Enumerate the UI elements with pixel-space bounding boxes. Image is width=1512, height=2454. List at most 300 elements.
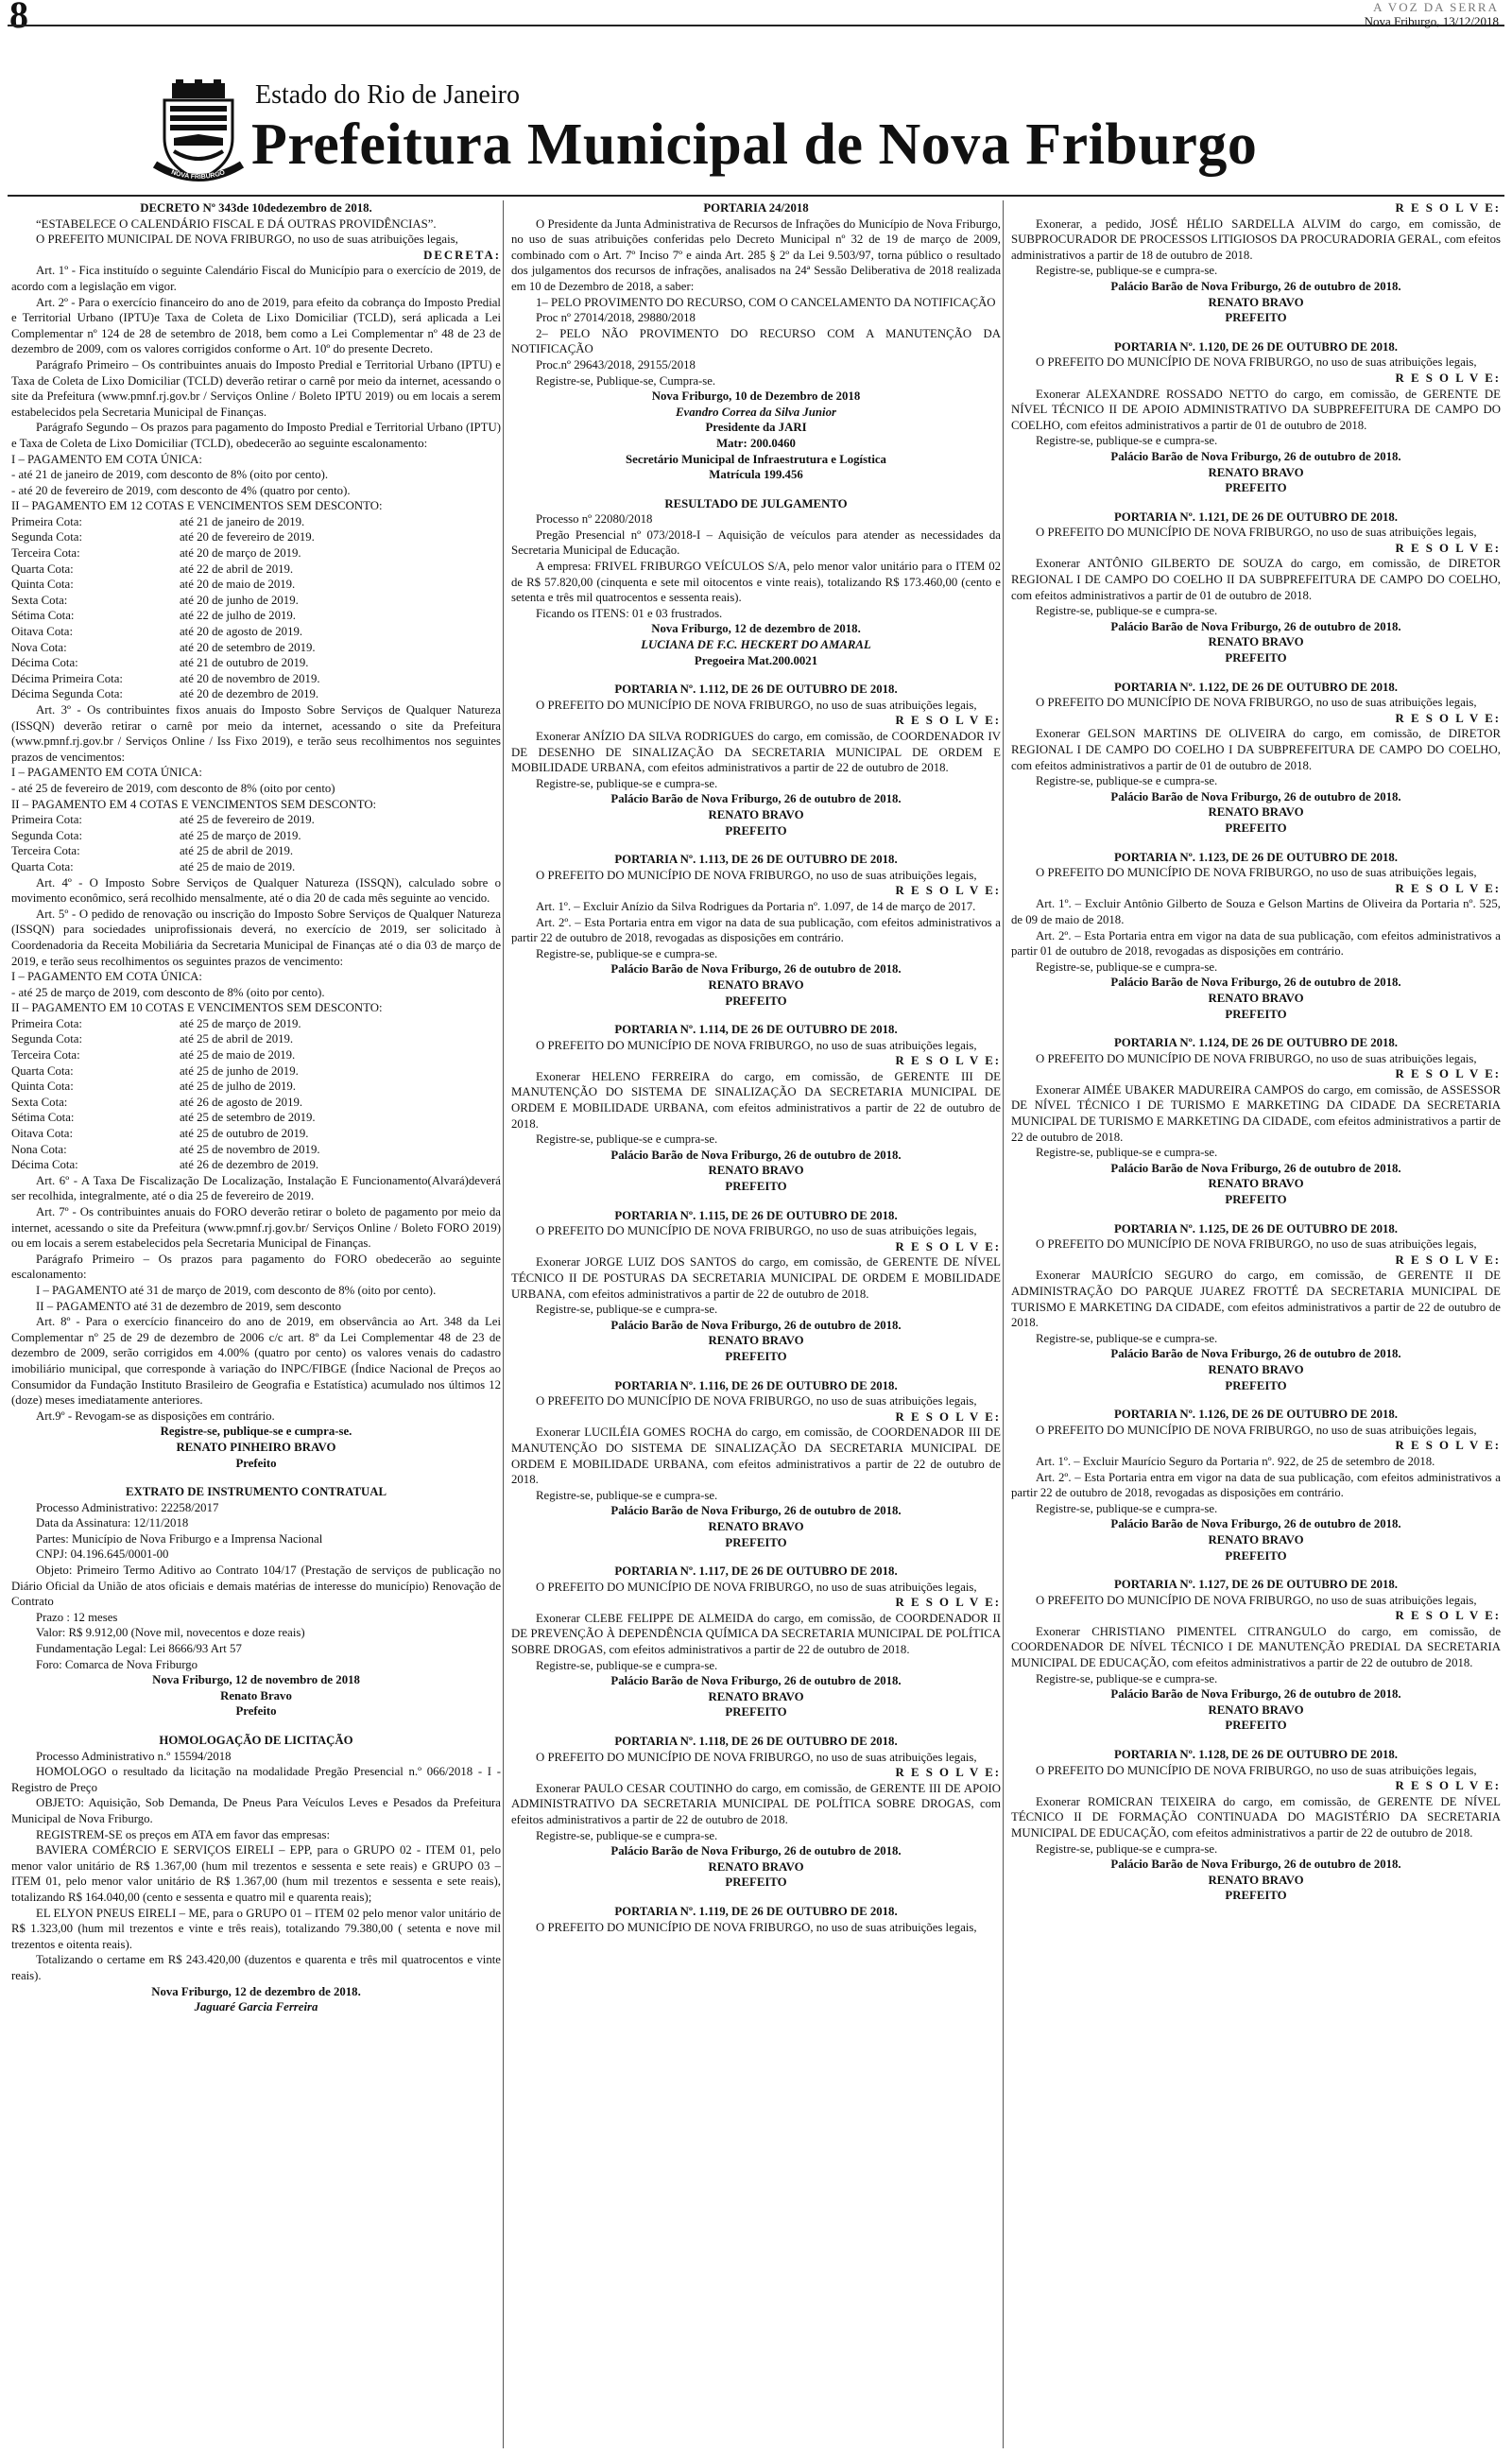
schedule-row (11, 593, 501, 609)
installment-label: Quarta Cota: (11, 859, 74, 873)
centered-heading: Nova Friburgo, 12 de novembro de 2018 (152, 1673, 360, 1687)
resolve-heading: R E S O L V E: (1395, 1779, 1501, 1793)
centered-heading: Registre-se, publique-se e cumpra-se. (160, 1425, 352, 1439)
section-title: PORTARIA Nº. 1.119, DE 26 DE OUTUBRO DE 2018. (614, 1904, 898, 1918)
schedule-row (11, 671, 501, 687)
installment-label: Décima Segunda Cota: (11, 687, 123, 701)
paragraph: O PREFEITO DO MUNICÍPIO DE NOVA FRIBURGO, no uso de suas atribuições legais, (536, 698, 977, 712)
paragraph: O PREFEITO DO MUNICÍPIO DE NOVA FRIBURGO, no uso de suas atribuições legais, (1036, 526, 1477, 540)
centered-heading: Palácio Barão de Nova Friburgo, 26 de outubro de 2018. (1110, 449, 1401, 463)
schedule-row (11, 843, 501, 859)
installment-date: até 21 de janeiro de 2019. (180, 514, 305, 528)
state-name: Estado do Rio de Janeiro (255, 80, 520, 110)
centered-heading: Palácio Barão de Nova Friburgo, 26 de outubro de 2018. (610, 792, 902, 806)
paragraph: O PREFEITO DO MUNICÍPIO DE NOVA FRIBURGO, no uso de suas atribuições legais, (1036, 1423, 1477, 1437)
installment-date: até 22 de julho de 2019. (180, 609, 296, 623)
section-title: PORTARIA Nº. 1.121, DE 26 DE OUTUBRO DE 2018. (1113, 510, 1399, 524)
column-2 (511, 200, 1001, 2448)
paragraph: Registre-se, publique-se e cumpra-se. (536, 1303, 718, 1317)
section-title: PORTARIA Nº. 1.128, DE 26 DE OUTUBRO DE 2018. (1113, 1748, 1399, 1762)
installment-date: até 20 de novembro de 2019. (180, 671, 320, 685)
centered-heading: Palácio Barão de Nova Friburgo, 26 de outubro de 2018. (1110, 1161, 1401, 1175)
paragraph: Art.9º - Revogam-se as disposições em contrário. (36, 1408, 275, 1423)
paragraph: Parágrafo Primeiro – Os prazos para pagamento do FORO obedecerão ao seguinte escalonamento: (11, 1252, 501, 1282)
centered-heading: RENATO BRAVO (708, 1689, 804, 1703)
centered-heading: Palácio Barão de Nova Friburgo, 26 de outubro de 2018. (1110, 976, 1401, 990)
paragraph: Exonerar ROMICRAN TEIXEIRA do cargo, em comissão, de GERENTE DE NÍVEL TÉCNICO II DE FORMAÇÃO CONTINUADA DO MAGISTÉRIO DA SECRETARIA MUNICIPAL DE EDUCAÇÃO, com efeitos administrativos a partir de 22 de outubro de 2018. (1011, 1794, 1501, 1840)
schedule-row (11, 859, 501, 875)
installment-label: Segunda Cota: (11, 530, 82, 544)
section-title: PORTARIA Nº. 1.123, DE 26 DE OUTUBRO DE 2018. (1113, 850, 1399, 864)
schedule-row (11, 812, 501, 828)
paragraph: Art. 1º - Fica instituído o seguinte Calendário Fiscal do Município para o exercício de 2019, de acordo com a legislação em vigor. (11, 264, 501, 293)
centered-heading: RENATO BRAVO (1208, 1362, 1304, 1376)
masthead-title: Prefeitura Municipal de Nova Friburgo (251, 112, 1258, 177)
centered-heading: Presidente da JARI (705, 421, 807, 435)
centered-heading: RENATO BRAVO (708, 1164, 804, 1178)
installment-date: até 25 de abril de 2019. (180, 844, 294, 858)
section-title: PORTARIA Nº. 1.125, DE 26 DE OUTUBRO DE 2018. (1113, 1221, 1399, 1236)
paragraph: O PREFEITO DO MUNICÍPIO DE NOVA FRIBURGO, no uso de suas atribuições legais, (1036, 696, 1477, 710)
schedule-row (11, 608, 501, 624)
section-title: PORTARIA Nº. 1.114, DE 26 DE OUTUBRO DE 2018. (614, 1023, 898, 1037)
resolve-heading: R E S O L V E: (1395, 1609, 1501, 1623)
paragraph: HOMOLOGO o resultado da licitação na modalidade Pregão Presencial n.º 066/2018 - I - Registro de Preço (11, 1765, 501, 1794)
page-number: 8 (9, 0, 28, 36)
installment-label: Primeira Cota: (11, 514, 82, 528)
installment-date: até 20 de agosto de 2019. (180, 625, 303, 639)
paragraph: Art. 2º. – Esta Portaria entra em vigor na data de sua publicação, com efeitos administrativos a partir 01 de outubro de 2018, revogadas as disposições em contrário. (1011, 928, 1501, 959)
installment-label: Quarta Cota: (11, 1063, 74, 1078)
column-1 (11, 200, 501, 2448)
installment-label: Quinta Cota: (11, 1080, 74, 1094)
installment-date: até 25 de setembro de 2019. (180, 1111, 316, 1125)
paragraph: OBJETO: Aquisição, Sob Demanda, De Pneus Para Veículos Leves e Pesados da Prefeitura Municipal de Nova Friburgo. (11, 1796, 501, 1825)
section-title: PORTARIA Nº. 1.120, DE 26 DE OUTUBRO DE 2018. (1113, 339, 1399, 354)
paragraph: Processo Administrativo n.º 15594/2018 (36, 1749, 232, 1763)
column-divider (503, 200, 504, 2448)
installment-label: Segunda Cota: (11, 1032, 82, 1046)
schedule-row (11, 1063, 501, 1080)
column-divider (1003, 200, 1004, 2448)
centered-heading: RENATO BRAVO (708, 1334, 804, 1348)
paragraph: O PREFEITO DO MUNICÍPIO DE NOVA FRIBURGO, no uso de suas atribuições legais, (536, 1750, 977, 1764)
resolve-heading: DECRETA: (423, 248, 501, 262)
paragraph: Exonerar, a pedido, JOSÉ HÉLIO SARDELLA ALVIM do cargo, em comissão, de SUBPROCURADOR DE PROCESSOS LITIGIOSOS DA PROCURADORIA GERAL, com efeitos administrativos a partir de 18 de outubro de 2018. (1011, 216, 1501, 262)
paragraph: O PREFEITO DO MUNICÍPIO DE NOVA FRIBURGO, no uso de suas atribuições legais, (536, 1394, 977, 1408)
centered-heading: PREFEITO (725, 1535, 787, 1549)
schedule-row (11, 686, 501, 702)
paragraph: I – PAGAMENTO EM COTA ÚNICA: (11, 970, 202, 984)
paragraph: 1– PELO PROVIMENTO DO RECURSO, COM O CANCELAMENTO DA NOTIFICAÇÃO (536, 295, 996, 309)
paragraph: I – PAGAMENTO EM COTA ÚNICA: (11, 452, 202, 466)
section-title: EXTRATO DE INSTRUMENTO CONTRATUAL (125, 1485, 387, 1499)
installment-label: Terceira Cota: (11, 546, 80, 561)
installment-label: Décima Cota: (11, 1158, 78, 1172)
paragraph: Processo Administrativo: 22258/2017 (36, 1500, 219, 1514)
centered-heading: RENATO BRAVO (708, 1519, 804, 1533)
installment-date: até 25 de março de 2019. (180, 1016, 301, 1030)
paragraph: Registre-se, publique-se e cumpra-se. (1036, 264, 1218, 278)
signatory-name: Jaguaré Garcia Ferreira (194, 2000, 318, 2014)
installment-label: Décima Cota: (11, 656, 78, 670)
paragraph: Proc.nº 29643/2018, 29155/2018 (536, 357, 696, 372)
centered-heading: PREFEITO (725, 1875, 787, 1890)
paragraph: O PREFEITO DO MUNICÍPIO DE NOVA FRIBURGO, no uso de suas atribuições legais, (536, 1224, 977, 1238)
resolve-heading: R E S O L V E: (895, 1239, 1001, 1253)
paragraph: Art. 8º - Para o exercício financeiro do ano de 2019, em observância ao Art. 348 da Lei Complementar nº 25 de 29 de dezembro de 2006 c/c art. 8º da Lei Complementar 48 de 23 de dezembro de 2009, serão corrigidos em 4.00% (quatro por cento) os valores venais do cadastro imobiliário municipal, que corresponde à variação do INPC/FIBGE (Índice Nacional de Preços ao Consumidor da Fundação Instituto Brasileiro de Geografia e Estatística) acumulado nos últimos 12 (doze) meses imediatamente anteriores. (11, 1315, 501, 1408)
paragraph: Exonerar GELSON MARTINS DE OLIVEIRA do cargo, em comissão, de DIRETOR REGIONAL I DE CAMPO DO COELHO I DA SUBPREFEITURA DE CAMPO DO COELHO, com efeitos administrativos a partir de 01 de outubro de 2018. (1011, 727, 1501, 772)
installment-label: Sexta Cota: (11, 593, 68, 607)
crest-text: NOVA FRIBURGO (170, 168, 226, 181)
resolve-heading: R E S O L V E: (1395, 201, 1501, 215)
schedule-row (11, 828, 501, 844)
installment-date: até 20 de dezembro de 2019. (180, 687, 319, 701)
schedule-row (11, 655, 501, 671)
centered-heading: RENATO BRAVO (1208, 1177, 1304, 1191)
section-title: PORTARIA Nº. 1.118, DE 26 DE OUTUBRO DE 2018. (614, 1735, 898, 1749)
centered-heading: PREFEITO (1225, 1548, 1287, 1563)
installment-date: até 25 de abril de 2019. (180, 1032, 294, 1046)
centered-heading: Nova Friburgo, 10 de Dezembro de 2018 (651, 389, 861, 404)
paragraph: O PREFEITO DO MUNICÍPIO DE NOVA FRIBURGO, no uso de suas atribuições legais, (536, 1920, 977, 1934)
installment-label: Sétima Cota: (11, 609, 75, 623)
paragraph: II – PAGAMENTO EM 4 COTAS E VENCIMENTOS SEM DESCONTO: (11, 797, 377, 811)
section-title: PORTARIA Nº. 1.113, DE 26 DE OUTUBRO DE 2018. (614, 853, 898, 867)
paragraph: Totalizando o certame em R$ 243.420,00 (duzentos e quarenta e três mil quatrocentos e vinte reais). (11, 1953, 501, 1982)
paragraph: Art. 6º - A Taxa De Fiscalização De Localização, Instalação E Funcionamento(Alvará)deverá ser recolhida, integralmente, até o dia 25 de fevereiro de 2019. (11, 1173, 501, 1203)
installment-date: até 25 de novembro de 2019. (180, 1142, 320, 1156)
paragraph: Exonerar AIMÉE UBAKER MADUREIRA CAMPOS do cargo, em comissão, de ASSESSOR DE NÍVEL TÉCNICO I DE TURISMO E MARKETING DA CIDADE DA SECRETARIA MUNICIPAL DE TURISMO E MARKETING DA CIDADE, com efeitos administrativos a partir de 22 de outubro de 2018. (1011, 1082, 1501, 1144)
paragraph: Exonerar ALEXANDRE ROSSADO NETTO do cargo, em comissão, de GERENTE DE NÍVEL TÉCNICO II DE APOIO ADMINISTRATIVO DA SUBPREFEITURA DE CAMPO DO COELHO, com efeitos administrativos a partir de 01 de outubro de 2018. (1011, 387, 1501, 432)
installment-label: Quinta Cota: (11, 578, 74, 592)
centered-heading: RENATO BRAVO (708, 977, 804, 992)
installment-label: Oitava Cota: (11, 625, 74, 639)
installment-label: Sexta Cota: (11, 1095, 68, 1109)
section-title: PORTARIA Nº. 1.122, DE 26 DE OUTUBRO DE 2018. (1113, 680, 1399, 694)
centered-heading: DECRETO Nº 343de 10dedezembro de 2018. (140, 201, 372, 215)
schedule-row (11, 1157, 501, 1173)
centered-heading: Palácio Barão de Nova Friburgo, 26 de outubro de 2018. (1110, 1687, 1401, 1702)
centered-heading: RENATO BRAVO (708, 807, 804, 821)
column-3 (1011, 200, 1501, 2448)
centered-heading: PREFEITO (1225, 1719, 1287, 1733)
centered-heading: PORTARIA 24/2018 (703, 201, 809, 215)
paragraph: BAVIERA COMÉRCIO E SERVIÇOS EIRELI – EPP, para o GRUPO 02 - ITEM 01, pelo menor valor unitário de R$ 1.367,00 (hum mil trezentos e sessenta e sete reais) e GRUPO 03 – ITEM 01, pelo menor valor unitário de R$ 1.367,00 (hum mil trezentos e sessenta e sete reais), totalizando R$ 164.040,00 (cento e sessenta e quatro mil e quarenta reais); (11, 1843, 501, 1904)
schedule-row (11, 562, 501, 578)
centered-heading: PREFEITO (1225, 1007, 1287, 1021)
centered-heading: Prefeito (235, 1704, 277, 1719)
installment-date: até 26 de agosto de 2019. (180, 1095, 303, 1109)
paragraph: - até 25 de fevereiro de 2019, com desconto de 8% (oito por cento) (11, 781, 335, 795)
centered-heading: Palácio Barão de Nova Friburgo, 26 de outubro de 2018. (610, 962, 902, 976)
paragraph: O PREFEITO DO MUNICÍPIO DE NOVA FRIBURGO, no uso de suas atribuições legais, (536, 1038, 977, 1052)
paragraph: Art. 2º. – Esta Portaria entra em vigor na data de sua publicação, com efeitos administrativos a partir 22 de outubro de 2018, revogadas as disposições em contrário. (511, 915, 1001, 945)
installment-date: até 25 de março de 2019. (180, 828, 301, 842)
centered-heading: PREFEITO (1225, 1378, 1287, 1392)
paragraph: Objeto: Primeiro Termo Aditivo ao Contrato 104/17 (Prestação de serviços de publicação no Diário Oficial da União de atos oficiais e demais matérias de interesse do município) Renovação de Contrato (11, 1564, 501, 1609)
paragraph: Exonerar ANTÔNIO GILBERTO DE SOUZA do cargo, em comissão, de DIRETOR REGIONAL I DE CAMPO DO COELHO II DA SUBPREFEITURA DE CAMPO DO COELHO, com efeitos administrativos a partir de 01 de outubro de 2018. (1011, 557, 1501, 602)
resolve-heading: R E S O L V E: (895, 1766, 1001, 1780)
centered-heading: PREFEITO (725, 1705, 787, 1720)
signatory-name: LUCIANA DE F.C. HECKERT DO AMARAL (641, 638, 871, 652)
paragraph: II – PAGAMENTO até 31 de dezembro de 2019, sem desconto (36, 1299, 342, 1313)
schedule-row (11, 1110, 501, 1126)
schedule-row (11, 577, 501, 593)
installment-date: até 22 de abril de 2019. (180, 562, 294, 576)
installment-date: até 20 de junho de 2019. (180, 593, 299, 607)
section-title: PORTARIA Nº. 1.127, DE 26 DE OUTUBRO DE 2018. (1113, 1578, 1399, 1592)
centered-heading: Palácio Barão de Nova Friburgo, 26 de outubro de 2018. (1110, 789, 1401, 804)
centered-heading: Renato Bravo (220, 1688, 292, 1702)
resolve-heading: R E S O L V E: (1395, 881, 1501, 895)
centered-heading: PREFEITO (1225, 651, 1287, 665)
paragraph: Art. 1º. – Excluir Antônio Gilberto de Souza e Gelson Martins de Oliveira da Portaria nº. 525, de 09 de maio de 2018. (1011, 897, 1501, 926)
installment-label: Terceira Cota: (11, 1048, 80, 1063)
paragraph: Registre-se, publique-se e cumpra-se. (1036, 1841, 1218, 1856)
centered-heading: Nova Friburgo, 12 de dezembro de 2018. (651, 622, 861, 636)
paragraph: Art. 1º. – Excluir Anízio da Silva Rodrigues da Portaria nº. 1.097, de 14 de março de 2017. (536, 899, 976, 913)
paragraph: Exonerar JORGE LUIZ DOS SANTOS do cargo, em comissão, de GERENTE DE NÍVEL TÉCNICO II DE POSTURAS DA SECRETARIA MUNICIPAL DE ORDEM E MOBILIDADE URBANA, com efeitos administrativos a partir de 22 de outubro de 2018. (511, 1255, 1001, 1301)
paragraph: II – PAGAMENTO EM 10 COTAS E VENCIMENTOS SEM DESCONTO: (11, 1001, 383, 1015)
resolve-heading: R E S O L V E: (1395, 371, 1501, 385)
centered-heading: Palácio Barão de Nova Friburgo, 26 de outubro de 2018. (610, 1844, 902, 1858)
centered-heading: RENATO BRAVO (1208, 991, 1304, 1005)
centered-heading: RENATO BRAVO (708, 1859, 804, 1874)
resolve-heading: R E S O L V E: (895, 714, 1001, 728)
resolve-heading: R E S O L V E: (1395, 1067, 1501, 1081)
top-rule (8, 25, 1504, 26)
installment-date: até 21 de outubro de 2019. (180, 656, 309, 670)
paragraph: Fundamentação Legal: Lei 8666/93 Art 57 (36, 1642, 242, 1656)
paragraph: Exonerar ANÍZIO DA SILVA RODRIGUES do cargo, em comissão, de COORDENADOR IV DE DESENHO DE SINALIZAÇÃO DA SECRETARIA MUNICIPAL DE ORDEM E MOBILIDADE URBANA, com efeitos administrativos a partir de 22 de outubro de 2018. (511, 730, 1001, 775)
centered-heading: Palácio Barão de Nova Friburgo, 26 de outubro de 2018. (1110, 1347, 1401, 1361)
resolve-heading: R E S O L V E: (1395, 711, 1501, 725)
paragraph: Data da Assinatura: 12/11/2018 (36, 1516, 189, 1530)
paragraph: 2– PELO NÃO PROVIMENTO DO RECURSO COM A MANUTENÇÃO DA NOTIFICAÇÃO (511, 326, 1001, 356)
paragraph: O PREFEITO DO MUNICÍPIO DE NOVA FRIBURGO, no uso de suas atribuições legais, (1036, 1593, 1477, 1607)
paragraph: Exonerar MAURÍCIO SEGURO do cargo, em comissão, de GERENTE II DE ADMINISTRAÇÃO DO PARQUE JUAREZ FROTTÉ DA SECRETARIA MUNICIPAL DE TURISMO E MARKETING DA CIDADE, com efeitos administrativos a partir de 22 de outubro de 2018. (1011, 1269, 1501, 1330)
centered-heading: RENATO BRAVO (1208, 635, 1304, 649)
centered-heading: PREFEITO (1225, 1889, 1287, 1903)
centered-heading: RENATO BRAVO (1208, 1873, 1304, 1887)
paragraph: Registre-se, publique-se e cumpra-se. (536, 1132, 718, 1147)
centered-heading: PREFEITO (1225, 481, 1287, 495)
paragraph: Art. 2º - Para o exercício financeiro do ano de 2019, para efeito da cobrança do Imposto Predial e Territorial Urbano (IPTU)e Taxa de Coleta de Lixo Domiciliar (TCLD), será aplicada a Lei Complementar nº 124 de 28 de setembro de 2018, bem como a Lei Complementar nº 48 de 23 de dezembro de 2009, com os valores corrigidos conforme o Art. 10º do presente Decreto. (11, 295, 501, 356)
centered-heading: Palácio Barão de Nova Friburgo, 26 de outubro de 2018. (610, 1148, 902, 1162)
centered-heading: Matr: 200.0460 (716, 436, 796, 450)
paragraph: “ESTABELECE O CALENDÁRIO FISCAL E DÁ OUTRAS PROVIDÊNCIAS”. (36, 216, 437, 231)
paragraph: Registre-se, publique-se e cumpra-se. (1036, 1146, 1218, 1160)
paragraph: Prazo : 12 meses (36, 1610, 118, 1624)
section-title: PORTARIA Nº. 1.116, DE 26 DE OUTUBRO DE 2018. (614, 1378, 898, 1392)
paragraph: Registre-se, publique-se e cumpra-se. (1036, 959, 1218, 974)
centered-heading: RENATO BRAVO (1208, 465, 1304, 479)
paragraph: Ficando os ITENS: 01 e 03 frustrados. (536, 606, 723, 620)
installment-label: Primeira Cota: (11, 813, 82, 827)
centered-heading: Palácio Barão de Nova Friburgo, 26 de outubro de 2018. (1110, 1517, 1401, 1531)
paragraph: O PREFEITO DO MUNICÍPIO DE NOVA FRIBURGO, no uso de suas atribuições legais, (1036, 355, 1477, 370)
paragraph: I – PAGAMENTO EM COTA ÚNICA: (11, 766, 202, 780)
newspaper-name: A VOZ DA SERRA (1373, 0, 1499, 14)
installment-date: até 20 de fevereiro de 2019. (180, 530, 315, 544)
installment-label: Segunda Cota: (11, 828, 82, 842)
paragraph: Exonerar HELENO FERREIRA do cargo, em comissão, de GERENTE III DE MANUTENÇÃO DO SISTEMA DE SINALIZAÇÃO DA SECRETARIA MUNICIPAL DE ORDEM E MOBILIDADE URBANA, com efeitos administrativos a partir de 22 de outubro de 2018. (511, 1069, 1001, 1131)
centered-heading: Matrícula 199.456 (709, 468, 803, 482)
installment-date: até 20 de setembro de 2019. (180, 640, 316, 654)
paragraph: Registre-se, publique-se e cumpra-se. (1036, 1671, 1218, 1685)
section-title: PORTARIA Nº. 1.124, DE 26 DE OUTUBRO DE 2018. (1113, 1036, 1399, 1050)
paragraph: Foro: Comarca de Nova Friburgo (36, 1657, 198, 1671)
paragraph: CNPJ: 04.196.645/0001-00 (36, 1547, 169, 1562)
centered-heading: RENATO BRAVO (1208, 1702, 1304, 1717)
paragraph: - até 20 de fevereiro de 2019, com desconto de 4% (quatro por cento). (11, 483, 351, 497)
paragraph: O PREFEITO DO MUNICÍPIO DE NOVA FRIBURGO, no uso de suas atribuições legais, (1036, 1763, 1477, 1777)
section-title: RESULTADO DE JULGAMENTO (664, 496, 848, 510)
paragraph: Partes: Município de Nova Friburgo e a Imprensa Nacional (36, 1531, 323, 1546)
schedule-row (11, 514, 501, 530)
installment-label: Oitava Cota: (11, 1127, 74, 1141)
centered-heading: PREFEITO (725, 1349, 787, 1363)
resolve-heading: R E S O L V E: (1395, 1439, 1501, 1453)
resolve-heading: R E S O L V E: (895, 884, 1001, 898)
centered-heading: RENATO PINHEIRO BRAVO (176, 1440, 336, 1454)
resolve-heading: R E S O L V E: (1395, 541, 1501, 555)
installment-label: Primeira Cota: (11, 1016, 82, 1030)
paragraph: Registre-se, publique-se e cumpra-se. (1036, 774, 1218, 788)
paragraph: O PREFEITO DO MUNICÍPIO DE NOVA FRIBURGO, no uso de suas atribuições legais, (1036, 1237, 1477, 1252)
section-title: PORTARIA Nº. 1.112, DE 26 DE OUTUBRO DE 2018. (614, 683, 898, 697)
installment-label: Quarta Cota: (11, 562, 74, 576)
paragraph: Processo nº 22080/2018 (536, 512, 653, 527)
paragraph: I – PAGAMENTO até 31 de março de 2019, com desconto de 8% (oito por cento). (36, 1283, 437, 1297)
installment-date: até 25 de maio de 2019. (180, 859, 296, 873)
paragraph: Registre-se, publique-se e cumpra-se. (1036, 1331, 1218, 1345)
centered-heading: PREFEITO (725, 1180, 787, 1194)
paragraph: Registre-se, Publique-se, Cumpra-se. (536, 373, 716, 388)
resolve-heading: R E S O L V E: (895, 1054, 1001, 1068)
paragraph: O PREFEITO DO MUNICÍPIO DE NOVA FRIBURGO, no uso de suas atribuições legais, (536, 1580, 977, 1594)
paragraph: O PREFEITO MUNICIPAL DE NOVA FRIBURGO, no uso de suas atribuições legais, (36, 233, 458, 247)
centered-heading: RENATO BRAVO (1208, 295, 1304, 309)
paragraph: REGISTREM-SE os preços em ATA em favor das empresas: (36, 1827, 331, 1841)
paragraph: - até 25 de março de 2019, com desconto de 8% (oito por cento). (11, 985, 325, 999)
centered-heading: Palácio Barão de Nova Friburgo, 26 de outubro de 2018. (1110, 279, 1401, 293)
section-title: PORTARIA Nº. 1.126, DE 26 DE OUTUBRO DE 2018. (1113, 1408, 1399, 1422)
centered-heading: PREFEITO (725, 994, 787, 1008)
schedule-row (11, 1031, 501, 1047)
paragraph: Art. 2º. – Esta Portaria entra em vigor na data de sua publicação, com efeitos administrativos a partir 22 de outubro de 2018, revogadas as disposições em contrário. (1011, 1470, 1501, 1500)
resolve-heading: R E S O L V E: (895, 1409, 1001, 1424)
paragraph: Exonerar CHRISTIANO PIMENTEL CITRANGULO do cargo, em comissão, de COORDENADOR DE NÍVEL TÉCNICO I DE MANUTENÇÃO PREDIAL DA SECRETARIA MUNICIPAL DE EDUCAÇÃO, com efeitos administrativos a partir de 22 de outubro de 2018. (1011, 1624, 1501, 1670)
paragraph: Art. 4º - O Imposto Sobre Serviços de Qualquer Natureza (ISSQN), calculado sobre o movimento econômico, será recolhido mensalmente, até o dia 20 de cada mês seguinte ao vencido. (11, 875, 501, 906)
schedule-row (11, 545, 501, 562)
paragraph: Exonerar LUCILÉIA GOMES ROCHA do cargo, em comissão, de COORDENADOR III DE MANUTENÇÃO DO SISTEMA DE SINALIZAÇÃO DA SECRETARIA MUNICIPAL DE ORDEM E MOBILIDADE URBANA, com efeitos administrativos a partir de 22 de outubro de 2018. (511, 1426, 1001, 1487)
centered-heading: PREFEITO (1225, 1193, 1287, 1207)
paragraph: Parágrafo Primeiro – Os contribuintes anuais do Imposto Predial e Territorial Urbano (IPTU) e Taxa de Coleta de Lixo Domiciliar (TCLD) deverão retirar o carnê por meio da internet, acessando o site da Prefeitura (www.pmnf.rj.gov.br / Serviços Online / Boleto IPTU 2019) ou em locais a serem estabelecidos pela Secretaria Municipal de Finanças. (11, 357, 501, 419)
paragraph: Registre-se, publique-se e cumpra-se. (1036, 604, 1218, 618)
paragraph: Pregão Presencial nº 073/2018-I – Aquisição de veículos para atender as necessidades da Secretaria Municipal de Educação. (511, 527, 1001, 558)
installment-date: até 25 de maio de 2019. (180, 1048, 296, 1063)
installment-label: Nova Cota: (11, 640, 67, 654)
installment-date: até 20 de março de 2019. (180, 546, 301, 561)
paragraph: Registre-se, publique-se e cumpra-se. (536, 776, 718, 790)
paragraph: Art. 5º - O pedido de renovação ou inscrição do Imposto Sobre Serviços de Qualquer Natureza (ISSQN) para sociedades uniprofissionais deverá, no exercício de 2019, ser solicitado à Coordenadoria da Receita Mobiliária da Secretaria Municipal de Finanças até o dia 03 de março de 2019, e terão seus recolhimentos os seguintes prazos de vencimento: (11, 907, 501, 968)
schedule-row (11, 1079, 501, 1095)
header-rule (8, 195, 1504, 197)
paragraph: A empresa: FRIVEL FRIBURGO VEÍCULOS S/A, pelo menor valor unitário para o ITEM 02 de R$ 57.820,00 (cinquenta e sete mil oitocentos e vinte reais), totalizando R$ 173.460,00 (cento e setenta e três mil quatrocentos e sessenta reais). (511, 560, 1001, 605)
paragraph: Art. 3º - Os contribuintes fixos anuais do Imposto Sobre Serviços de Qualquer Natureza (ISSQN) deverão retirar o carnê por meio da internet, acessando o site da Prefeitura (www.pmnf.rj.gov.br / Serviços Online / Iss Fixo 2019), e terão seus recolhimentos nos seguintes prazos de vencimentos: (11, 703, 501, 764)
installment-label: Nona Cota: (11, 1142, 67, 1156)
centered-heading: Palácio Barão de Nova Friburgo, 26 de outubro de 2018. (610, 1674, 902, 1688)
centered-heading: PREFEITO (725, 823, 787, 838)
schedule-row (11, 1095, 501, 1111)
resolve-heading: R E S O L V E: (1395, 1253, 1501, 1267)
installment-label: Sétima Cota: (11, 1111, 75, 1125)
paragraph: O Presidente da Junta Administrativa de Recursos de Infrações do Município de Nova Friburgo, no uso de suas atribuições conferidas pelo Decreto Municipal nº 32 de 19 de março de 2009, combinado com o Art. 7º Inciso 7º e ainda Art. 285 § 2º da Lei 9.503/97, torna público o resultado dos julgamentos dos recursos de infrações, analisados na 24ª Sessão Deliberativa de 2018 realizada em 10 de Dezembro de 2018, a saber: (511, 216, 1001, 293)
section-title: PORTARIA Nº. 1.117, DE 26 DE OUTUBRO DE 2018. (614, 1564, 898, 1579)
installment-date: até 25 de outubro de 2019. (180, 1127, 309, 1141)
centered-heading: PREFEITO (1225, 311, 1287, 325)
centered-heading: PREFEITO (1225, 821, 1287, 835)
centered-heading: Palácio Barão de Nova Friburgo, 26 de outubro de 2018. (1110, 619, 1401, 633)
centered-heading: Palácio Barão de Nova Friburgo, 26 de outubro de 2018. (610, 1504, 902, 1518)
publication-date: Nova Friburgo, 13/12/2018 (1364, 14, 1499, 28)
installment-date: até 20 de maio de 2019. (180, 578, 296, 592)
paragraph: O PREFEITO DO MUNICÍPIO DE NOVA FRIBURGO, no uso de suas atribuições legais, (536, 868, 977, 882)
paragraph: Parágrafo Segundo – Os prazos para pagamento do Imposto Predial e Territorial Urbano (IPTU) e Taxa de Coleta de Lixo Domiciliar (TCLD), obedecerão ao seguinte escalonamento: (11, 421, 501, 450)
paragraph: - até 21 de janeiro de 2019, com desconto de 8% (oito por cento). (11, 468, 329, 482)
schedule-row (11, 1126, 501, 1142)
centered-heading: Prefeito (235, 1456, 277, 1470)
paragraph: Registre-se, publique-se e cumpra-se. (536, 1658, 718, 1672)
paragraph: EL ELYON PNEUS EIRELI – ME, para o GRUPO 01 – ITEM 02 pelo menor valor unitário de R$ 1.323,00 (hum mil trezentos e vinte e três reais), totalizando 79.380,00 ( setenta e nove mil trezentos e oitenta reais). (11, 1906, 501, 1951)
paragraph: Proc nº 27014/2018, 29880/2018 (536, 311, 696, 325)
installment-date: até 25 de fevereiro de 2019. (180, 813, 315, 827)
signatory-name: Evandro Correa da Silva Junior (676, 405, 836, 419)
paragraph: Art. 1º. – Excluir Maurício Seguro da Portaria nº. 922, de 25 de setembro de 2018. (1036, 1454, 1435, 1468)
municipal-crest-icon (151, 79, 246, 185)
centered-heading: Palácio Barão de Nova Friburgo, 26 de outubro de 2018. (1110, 1858, 1401, 1872)
schedule-row (11, 1016, 501, 1032)
section-title: HOMOLOGAÇÃO DE LICITAÇÃO (159, 1734, 353, 1747)
schedule-row (11, 1142, 501, 1158)
installment-date: até 25 de julho de 2019. (180, 1080, 296, 1094)
paragraph: Valor: R$ 9.912,00 (Nove mil, novecentos e doze reais) (36, 1626, 305, 1640)
paragraph: Exonerar PAULO CESAR COUTINHO do cargo, em comissão, de GERENTE III DE APOIO ADMINISTRATIVO DA SECRETARIA MUNICIPAL DE POLÍTICA SOBRE DROGAS, com efeitos administrativos a partir de 22 de outubro de 2018. (511, 1781, 1001, 1826)
schedule-row (11, 529, 501, 545)
installment-date: até 25 de junho de 2019. (180, 1063, 299, 1078)
installment-label: Décima Primeira Cota: (11, 671, 123, 685)
paragraph: O PREFEITO DO MUNICÍPIO DE NOVA FRIBURGO, no uso de suas atribuições legais, (1036, 866, 1477, 880)
paragraph: Registre-se, publique-se e cumpra-se. (536, 946, 718, 960)
centered-heading: Pregoeira Mat.200.0021 (694, 653, 818, 667)
resolve-heading: R E S O L V E: (895, 1596, 1001, 1610)
schedule-row (11, 1047, 501, 1063)
paragraph: Exonerar CLEBE FELIPPE DE ALMEIDA do cargo, em comissão, de COORDENADOR II DE PREVENÇÃO À DEPENDÊNCIA QUÍMICA DA SECRETARIA MUNICIPAL DE POLÍTICA SOBRE DROGAS, com efeitos administrativos a partir de 22 de outubro de 2018. (511, 1611, 1001, 1657)
centered-heading: Secretário Municipal de Infraestrutura e Logística (626, 452, 886, 466)
schedule-row (11, 624, 501, 640)
paragraph: Registre-se, publique-se e cumpra-se. (1036, 434, 1218, 448)
paragraph: Registre-se, publique-se e cumpra-se. (536, 1828, 718, 1842)
installment-label: Terceira Cota: (11, 844, 80, 858)
paragraph: II – PAGAMENTO EM 12 COTAS E VENCIMENTOS SEM DESCONTO: (11, 499, 383, 513)
schedule-row (11, 640, 501, 656)
paragraph: O PREFEITO DO MUNICÍPIO DE NOVA FRIBURGO, no uso de suas atribuições legais, (1036, 1051, 1477, 1065)
centered-heading: Nova Friburgo, 12 de dezembro de 2018. (151, 1984, 361, 1998)
installment-date: até 26 de dezembro de 2019. (180, 1158, 319, 1172)
centered-heading: RENATO BRAVO (1208, 1532, 1304, 1547)
